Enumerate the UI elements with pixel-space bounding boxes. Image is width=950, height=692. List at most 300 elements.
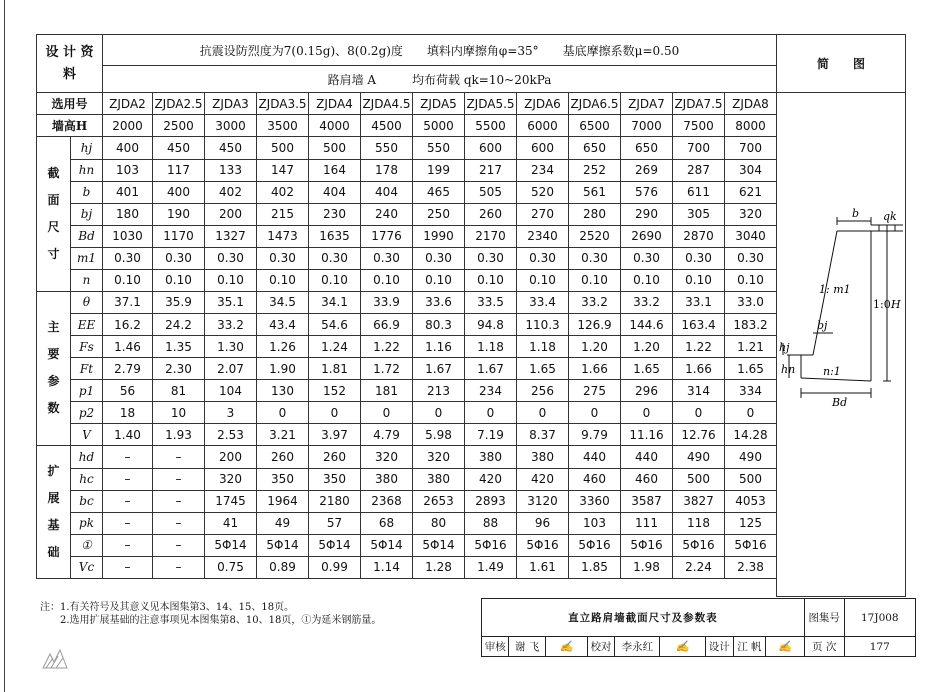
- param-value: 1.49: [465, 556, 517, 578]
- param-value: 0: [361, 402, 413, 424]
- param-value: 1.61: [517, 556, 569, 578]
- select-no-cell: ZJDA6.5: [569, 93, 621, 115]
- param-value: 450: [205, 137, 257, 160]
- param-value: 0.10: [465, 269, 517, 291]
- param-value: 0.30: [569, 247, 621, 269]
- param-value: 0.10: [257, 269, 309, 291]
- param-value: 18: [103, 402, 153, 424]
- param-value: 1.22: [673, 336, 725, 358]
- param-value: 3587: [621, 490, 673, 512]
- param-value: 1030: [103, 225, 153, 247]
- param-symbol: Bd: [71, 225, 103, 247]
- param-value: 33.2: [205, 314, 257, 336]
- param-value: 3827: [673, 490, 725, 512]
- param-value: 130: [257, 380, 309, 402]
- param-value: 33.6: [413, 291, 465, 314]
- param-value: 0: [309, 402, 361, 424]
- atlas-no-label: 图集号: [804, 599, 844, 637]
- table-row: [37, 578, 906, 597]
- param-value: 500: [725, 468, 777, 490]
- param-value: 178: [361, 159, 413, 181]
- wall-height-cell: 6000: [517, 115, 569, 137]
- param-value: 0: [257, 402, 309, 424]
- param-value: 269: [621, 159, 673, 181]
- param-value: 320: [361, 446, 413, 469]
- param-value: 3040: [725, 225, 777, 247]
- param-value: 440: [569, 446, 621, 469]
- param-value: 2340: [517, 225, 569, 247]
- param-value: 256: [517, 380, 569, 402]
- param-value: 2.53: [205, 424, 257, 446]
- note-line-2: 2.选用扩展基础的注意事项见本图集第8、10、18页，①为延米钢筋量。: [40, 615, 382, 626]
- param-value: 420: [465, 468, 517, 490]
- param-value: 11.16: [621, 424, 673, 446]
- param-value: 0: [517, 402, 569, 424]
- param-value: 2.79: [103, 358, 153, 380]
- param-symbol: Fs: [71, 336, 103, 358]
- param-value: 1.65: [517, 358, 569, 380]
- param-value: –: [103, 556, 153, 578]
- group-label-char: 寸: [47, 246, 60, 261]
- table-row: [37, 490, 906, 512]
- wall-height-cell: 7000: [621, 115, 673, 137]
- param-value: 215: [257, 203, 309, 225]
- wall-height-cell: 6500: [569, 115, 621, 137]
- table-row: [37, 336, 906, 358]
- param-value: 43.4: [257, 314, 309, 336]
- param-value: 0.30: [361, 247, 413, 269]
- param-value: 1.26: [257, 336, 309, 358]
- select-no-cell: ZJDA7.5: [673, 93, 725, 115]
- review-label: 审核: [482, 637, 509, 657]
- param-value: 5Φ14: [205, 534, 257, 556]
- param-value: 505: [465, 181, 517, 203]
- wall-height-cell: 3500: [257, 115, 309, 137]
- param-value: 1473: [257, 225, 309, 247]
- param-value: –: [153, 534, 205, 556]
- param-value: 103: [103, 159, 153, 181]
- param-value: –: [153, 490, 205, 512]
- param-value: 2893: [465, 490, 517, 512]
- param-value: 88: [465, 512, 517, 534]
- param-value: 181: [361, 380, 413, 402]
- param-value: 0.10: [153, 269, 205, 291]
- param-value: 0: [569, 402, 621, 424]
- group-label-char: 基: [47, 517, 60, 532]
- param-value: 0.10: [569, 269, 621, 291]
- param-value: 650: [569, 137, 621, 160]
- param-value: 103: [569, 512, 621, 534]
- param-value: 0.10: [103, 269, 153, 291]
- param-value: 0.10: [517, 269, 569, 291]
- param-value: 147: [257, 159, 309, 181]
- wall-section-diagram: [777, 93, 906, 597]
- param-value: 1.65: [621, 358, 673, 380]
- param-value: 1.18: [517, 336, 569, 358]
- wall-height-cell: 8000: [725, 115, 777, 137]
- param-value: 320: [413, 446, 465, 469]
- binding-margin-line: [4, 0, 5, 692]
- param-value: 460: [621, 468, 673, 490]
- param-value: 8.37: [517, 424, 569, 446]
- param-value: 49: [257, 512, 309, 534]
- param-value: –: [153, 468, 205, 490]
- param-value: –: [103, 468, 153, 490]
- param-symbol: EE: [71, 314, 103, 336]
- param-value: 0.10: [673, 269, 725, 291]
- param-value: 66.9: [361, 314, 413, 336]
- title-block: [481, 598, 916, 658]
- param-value: 33.4: [517, 291, 569, 314]
- param-value: 490: [673, 446, 725, 469]
- param-symbol: bj: [71, 203, 103, 225]
- param-symbol: θ: [71, 291, 103, 314]
- param-value: 1.20: [569, 336, 621, 358]
- page-label: 页 次: [804, 637, 844, 657]
- param-value: 380: [361, 468, 413, 490]
- param-symbol: p2: [71, 402, 103, 424]
- group-label: [37, 291, 71, 446]
- param-value: 200: [205, 203, 257, 225]
- param-value: 1.21: [725, 336, 777, 358]
- param-value: 1.67: [413, 358, 465, 380]
- table-row: [37, 380, 906, 402]
- param-value: 2870: [673, 225, 725, 247]
- group-label-char: 尺: [47, 219, 60, 234]
- diagram-label-hj: hj: [779, 341, 790, 354]
- param-value: 1.35: [153, 336, 205, 358]
- param-symbol: pk: [71, 512, 103, 534]
- param-value: 650: [621, 137, 673, 160]
- param-value: 3.97: [309, 424, 361, 446]
- param-value: 440: [621, 446, 673, 469]
- param-value: 0.30: [103, 247, 153, 269]
- param-value: 1964: [257, 490, 309, 512]
- design-info-line2: 路肩墙 A 均布荷载 qk=10~20kPa: [103, 66, 777, 93]
- select-no-cell: ZJDA3: [205, 93, 257, 115]
- param-value: 1170: [153, 225, 205, 247]
- select-no-cell: ZJDA3.5: [257, 93, 309, 115]
- param-value: 576: [621, 181, 673, 203]
- param-value: 1.85: [569, 556, 621, 578]
- atlas-no: 17J008: [844, 599, 915, 637]
- param-value: 2.30: [153, 358, 205, 380]
- param-symbol: hn: [71, 159, 103, 181]
- param-value: 5Φ14: [257, 534, 309, 556]
- wall-height-cell: 2000: [103, 115, 153, 137]
- param-value: 320: [725, 203, 777, 225]
- param-value: 490: [725, 446, 777, 469]
- param-value: 380: [465, 446, 517, 469]
- param-value: 80: [413, 512, 465, 534]
- param-value: 35.1: [205, 291, 257, 314]
- param-value: 2.24: [673, 556, 725, 578]
- param-value: 152: [309, 380, 361, 402]
- table-row: [37, 225, 906, 247]
- parameter-table: [36, 34, 906, 597]
- param-value: 133: [205, 159, 257, 181]
- param-value: 5Φ14: [309, 534, 361, 556]
- param-value: 0.30: [621, 247, 673, 269]
- designer-name: 江 帆: [733, 637, 766, 657]
- select-no-cell: ZJDA2.5: [153, 93, 205, 115]
- publisher-logo-icon: [40, 646, 70, 672]
- param-value: 1.40: [103, 424, 153, 446]
- designer-signature: ✍: [766, 637, 804, 657]
- param-value: 2520: [569, 225, 621, 247]
- drawing-title: 直立路肩墙截面尺寸及参数表: [482, 599, 805, 637]
- param-value: 270: [517, 203, 569, 225]
- param-value: 260: [465, 203, 517, 225]
- table-row: [37, 446, 906, 469]
- param-value: 33.2: [621, 291, 673, 314]
- param-value: 0: [621, 402, 673, 424]
- param-symbol: Vc: [71, 556, 103, 578]
- param-value: 1990: [413, 225, 465, 247]
- select-no-label: 选用号: [37, 93, 103, 115]
- param-value: 2180: [309, 490, 361, 512]
- param-value: 34.5: [257, 291, 309, 314]
- param-symbol: ①: [71, 534, 103, 556]
- param-value: 1.18: [465, 336, 517, 358]
- param-value: 2170: [465, 225, 517, 247]
- param-value: 0.30: [465, 247, 517, 269]
- select-no-cell: ZJDA6: [517, 93, 569, 115]
- param-value: 1.20: [621, 336, 673, 358]
- select-no-cell: ZJDA7: [621, 93, 673, 115]
- param-value: 1.66: [569, 358, 621, 380]
- param-value: 81: [153, 380, 205, 402]
- param-value: –: [153, 512, 205, 534]
- param-value: 2653: [413, 490, 465, 512]
- table-row: [37, 424, 906, 446]
- table-row: [37, 291, 906, 314]
- param-value: 5Φ16: [517, 534, 569, 556]
- param-symbol: m1: [71, 247, 103, 269]
- param-value: 0.30: [309, 247, 361, 269]
- param-value: 600: [517, 137, 569, 160]
- diagram-label-H: H: [891, 298, 901, 311]
- param-value: –: [103, 512, 153, 534]
- param-value: 304: [725, 159, 777, 181]
- notes: [40, 601, 381, 627]
- param-value: 0: [413, 402, 465, 424]
- param-value: 3.21: [257, 424, 309, 446]
- param-value: 2690: [621, 225, 673, 247]
- diagram-label-m1: 1: m1: [819, 283, 851, 296]
- param-value: 350: [309, 468, 361, 490]
- param-value: –: [153, 556, 205, 578]
- param-value: 275: [569, 380, 621, 402]
- param-value: 34.1: [309, 291, 361, 314]
- param-value: 1.81: [309, 358, 361, 380]
- param-value: 68: [361, 512, 413, 534]
- param-value: 2.07: [205, 358, 257, 380]
- note-line-1: 注：1.有关符号及其意义见本图集第3、14、15、18页。: [40, 602, 295, 613]
- param-symbol: hd: [71, 446, 103, 469]
- param-value: 1776: [361, 225, 413, 247]
- param-value: 296: [621, 380, 673, 402]
- table-row: [37, 159, 906, 181]
- param-value: 500: [257, 137, 309, 160]
- param-value: 4.79: [361, 424, 413, 446]
- param-value: 0.30: [257, 247, 309, 269]
- reviewer-signature: ✍: [545, 637, 587, 657]
- param-value: 0.10: [205, 269, 257, 291]
- checker-signature: ✍: [660, 637, 706, 657]
- param-value: 240: [361, 203, 413, 225]
- param-value: 54.6: [309, 314, 361, 336]
- param-value: 3: [205, 402, 257, 424]
- param-value: 0.10: [413, 269, 465, 291]
- param-value: 260: [257, 446, 309, 469]
- table-row: [37, 512, 906, 534]
- param-value: 213: [413, 380, 465, 402]
- wall-height-label: 墙高H: [37, 115, 103, 137]
- group-label: [37, 446, 71, 579]
- table-row: [37, 137, 906, 160]
- param-value: 1.93: [153, 424, 205, 446]
- diagram-label-bj: bj: [817, 319, 828, 332]
- param-value: 190: [153, 203, 205, 225]
- param-value: 0.10: [621, 269, 673, 291]
- table-row: [37, 534, 906, 556]
- param-value: 24.2: [153, 314, 205, 336]
- reviewer-name: 谢 飞: [509, 637, 545, 657]
- param-value: 35.9: [153, 291, 205, 314]
- param-value: 199: [413, 159, 465, 181]
- wall-height-cell: 4500: [361, 115, 413, 137]
- group-label-char: 展: [47, 490, 60, 505]
- design-info-line1: 抗震设防烈度为7(0.15g)、8(0.2g)度 填料内摩擦角φ=35° 基底摩擦系数μ=0.50: [103, 35, 777, 66]
- diagram-label-n1: n:1: [823, 365, 841, 378]
- param-value: 621: [725, 181, 777, 203]
- group-label-char: 主: [47, 320, 60, 335]
- select-no-cell: ZJDA5.5: [465, 93, 517, 115]
- param-value: 404: [361, 181, 413, 203]
- diagram-label-ratio: 1:0: [873, 298, 891, 311]
- param-value: 1.46: [103, 336, 153, 358]
- param-value: 700: [673, 137, 725, 160]
- diagram-label-hn: hn: [781, 363, 796, 376]
- table-row: [37, 314, 906, 336]
- param-value: 1.98: [621, 556, 673, 578]
- wall-height-cell: 4000: [309, 115, 361, 137]
- param-symbol: n: [71, 269, 103, 291]
- wall-height-cell: 7500: [673, 115, 725, 137]
- param-value: 0.30: [673, 247, 725, 269]
- param-value: 10: [153, 402, 205, 424]
- param-value: 1635: [309, 225, 361, 247]
- table-row: [37, 247, 906, 269]
- param-value: 183.2: [725, 314, 777, 336]
- param-value: 16.2: [103, 314, 153, 336]
- param-symbol: hc: [71, 468, 103, 490]
- select-no-cell: ZJDA4.5: [361, 93, 413, 115]
- param-value: 96: [517, 512, 569, 534]
- param-symbol: Ft: [71, 358, 103, 380]
- param-value: 163.4: [673, 314, 725, 336]
- param-value: 5.98: [413, 424, 465, 446]
- param-value: 1.22: [361, 336, 413, 358]
- page-no: 177: [844, 637, 915, 657]
- diagram-header: 简 图: [777, 35, 906, 93]
- param-value: 3360: [569, 490, 621, 512]
- param-value: 117: [153, 159, 205, 181]
- select-no-cell: ZJDA2: [103, 93, 153, 115]
- param-value: 118: [673, 512, 725, 534]
- param-symbol: p1: [71, 380, 103, 402]
- param-value: 700: [725, 137, 777, 160]
- param-value: 1.90: [257, 358, 309, 380]
- table-row: [37, 358, 906, 380]
- param-value: 33.1: [673, 291, 725, 314]
- param-value: 420: [517, 468, 569, 490]
- param-value: –: [103, 446, 153, 469]
- param-value: 500: [309, 137, 361, 160]
- param-value: 350: [257, 468, 309, 490]
- param-value: 0.30: [153, 247, 205, 269]
- param-value: 56: [103, 380, 153, 402]
- param-value: 1.24: [309, 336, 361, 358]
- wall-section-svg: [777, 93, 905, 593]
- group-label-char: 截: [47, 165, 60, 180]
- param-symbol: hj: [71, 137, 103, 160]
- param-value: 2368: [361, 490, 413, 512]
- param-value: 1327: [205, 225, 257, 247]
- param-value: 0: [725, 402, 777, 424]
- param-value: 314: [673, 380, 725, 402]
- param-value: 234: [465, 380, 517, 402]
- design-info-label: 设 计 资 料: [37, 35, 103, 93]
- param-value: 280: [569, 203, 621, 225]
- param-value: 400: [153, 181, 205, 203]
- param-value: 611: [673, 181, 725, 203]
- param-value: 500: [673, 468, 725, 490]
- param-value: 1745: [205, 490, 257, 512]
- param-value: 550: [361, 137, 413, 160]
- param-value: 250: [413, 203, 465, 225]
- param-value: 380: [413, 468, 465, 490]
- param-value: 401: [103, 181, 153, 203]
- param-value: 460: [569, 468, 621, 490]
- param-value: 5Φ16: [673, 534, 725, 556]
- param-value: 400: [103, 137, 153, 160]
- param-value: 57: [309, 512, 361, 534]
- param-value: 12.76: [673, 424, 725, 446]
- param-value: 126.9: [569, 314, 621, 336]
- param-value: 200: [205, 446, 257, 469]
- param-value: 1.66: [673, 358, 725, 380]
- table-row: [37, 269, 906, 291]
- param-value: 80.3: [413, 314, 465, 336]
- param-value: 0.10: [309, 269, 361, 291]
- param-value: –: [153, 446, 205, 469]
- param-value: 0.75: [205, 556, 257, 578]
- param-value: 94.8: [465, 314, 517, 336]
- param-symbol: b: [71, 181, 103, 203]
- param-value: 1.72: [361, 358, 413, 380]
- param-value: 110.3: [517, 314, 569, 336]
- param-value: 561: [569, 181, 621, 203]
- param-value: 290: [621, 203, 673, 225]
- param-value: 14.28: [725, 424, 777, 446]
- param-value: 230: [309, 203, 361, 225]
- wall-height-cell: 3000: [205, 115, 257, 137]
- param-value: 33.9: [361, 291, 413, 314]
- group-label-char: 数: [47, 401, 60, 416]
- param-value: 1.28: [413, 556, 465, 578]
